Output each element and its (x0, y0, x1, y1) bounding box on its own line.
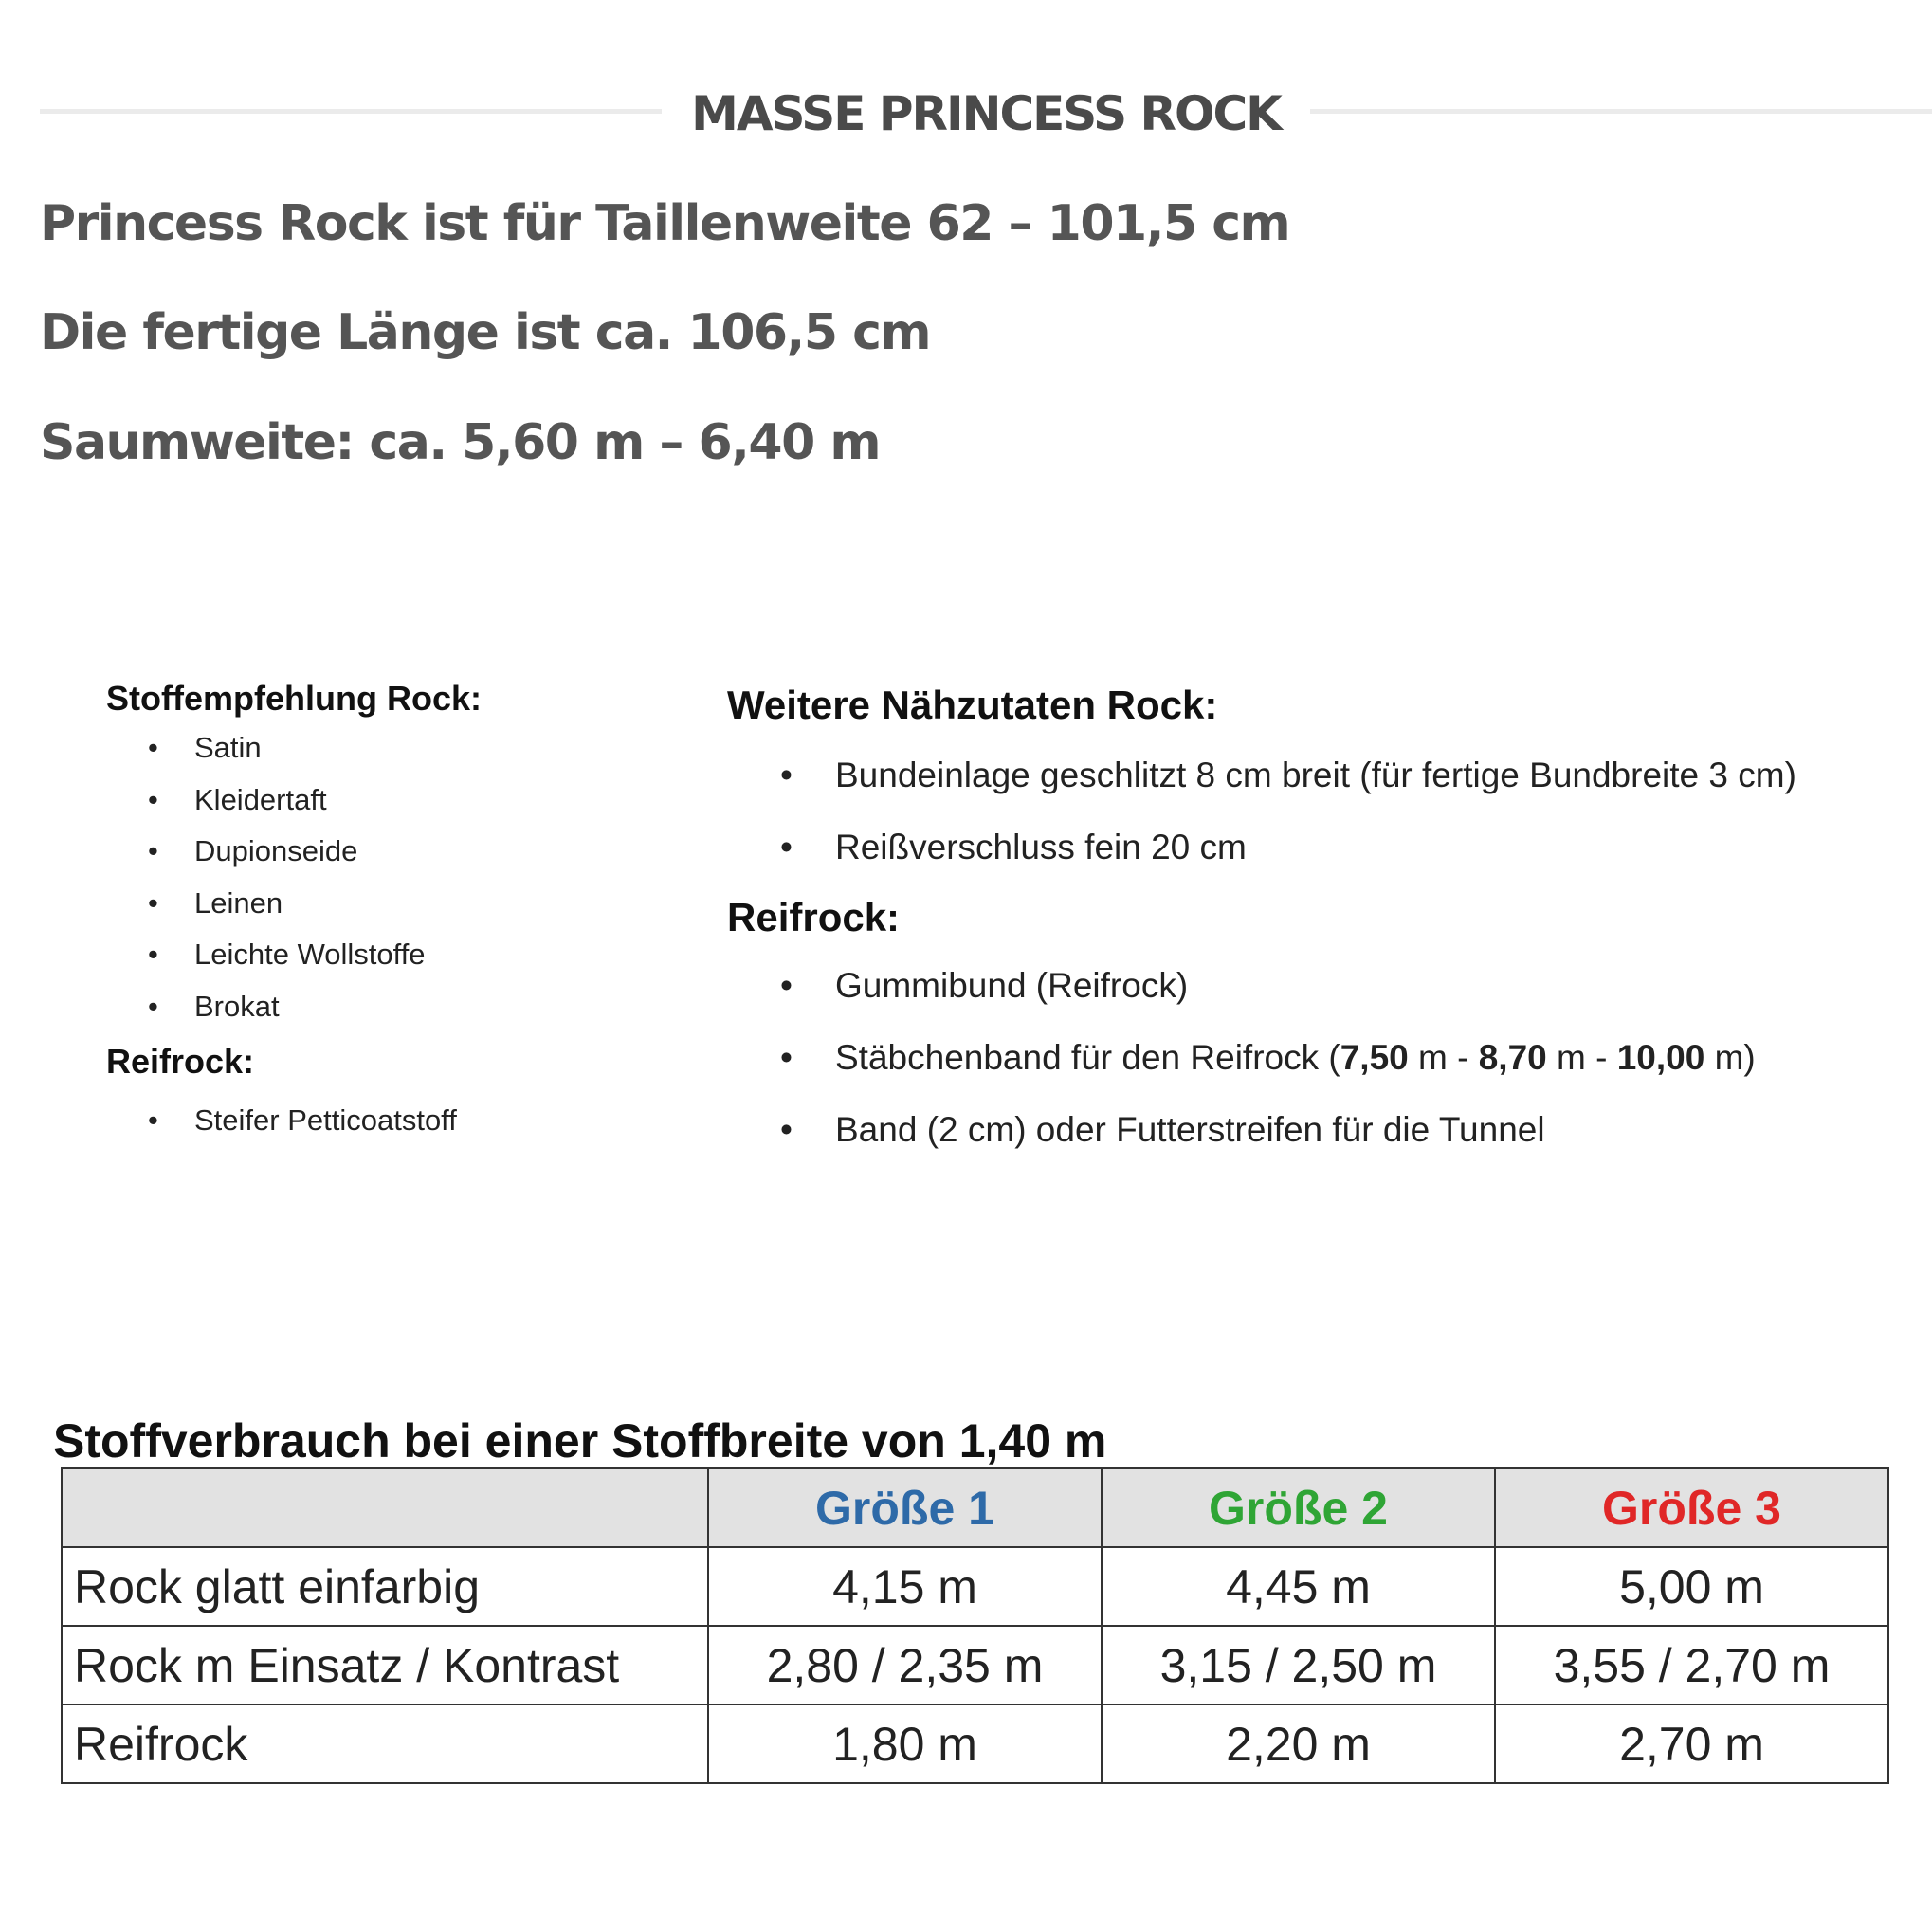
table-cell: 2,80 / 2,35 m (708, 1626, 1102, 1704)
row-label: Rock glatt einfarbig (62, 1547, 708, 1626)
bullet-icon: • (780, 1038, 793, 1077)
list-item: • Dupionseide (106, 826, 675, 878)
table-header-cell (62, 1468, 708, 1547)
bullet-icon: • (780, 756, 793, 794)
bullet-icon: • (780, 966, 793, 1005)
list-item: • Leinen (106, 878, 675, 930)
list-item: • Satin (106, 722, 675, 775)
header-divider-left (40, 109, 662, 114)
list-item: • Gummibund (Reifrock) (727, 950, 1922, 1022)
bullet-icon: • (148, 989, 158, 1023)
bullet-icon: • (148, 731, 158, 764)
table-cell: 2,70 m (1495, 1704, 1888, 1783)
bullet-icon: • (780, 1110, 793, 1149)
table-row (62, 1626, 1888, 1704)
bullet-icon: • (148, 834, 158, 867)
list-item: • Leichte Wollstoffe (106, 929, 675, 981)
section-header (40, 78, 1932, 154)
bullet-icon: • (780, 828, 793, 866)
table-cell: 2,20 m (1102, 1704, 1495, 1783)
table-header-row (62, 1468, 1888, 1547)
list-item: • Reißverschluss fein 20 cm (727, 811, 1922, 884)
header-divider-right (1310, 109, 1932, 114)
fabric-list (106, 722, 675, 1032)
hem-width-info: Saumweite: ca. 5,60 m – 6,40 m (40, 414, 881, 471)
fabric-recommendation (106, 675, 675, 1147)
list-item: • Kleidertaft (106, 775, 675, 827)
fabric-reifrock-heading: Reifrock: (106, 1042, 255, 1081)
table-row (62, 1704, 1888, 1783)
table-cell: 4,45 m (1102, 1547, 1495, 1626)
table-cell: 4,15 m (708, 1547, 1102, 1626)
table-cell: 5,00 m (1495, 1547, 1888, 1626)
bullet-icon: • (148, 782, 158, 816)
bullet-icon: • (148, 938, 158, 971)
list-item: • Steifer Petticoatstoff (106, 1095, 675, 1147)
notions-reifrock-list (727, 950, 1922, 1166)
notions-list (727, 739, 1922, 884)
table-cell: 3,15 / 2,50 m (1102, 1626, 1495, 1704)
size-2-header: Größe 2 (1102, 1468, 1495, 1547)
size-3-header: Größe 3 (1495, 1468, 1888, 1547)
table-cell: 3,55 / 2,70 m (1495, 1626, 1888, 1704)
bullet-icon: • (148, 1103, 158, 1137)
notions-reifrock-heading: Reifrock: (727, 895, 901, 939)
fabric-reifrock-list (106, 1095, 675, 1147)
row-label: Reifrock (62, 1704, 708, 1783)
list-item: • Bundeinlage geschlitzt 8 cm breit (für fertige Bundbreite 3 cm) (727, 739, 1922, 811)
table-row (62, 1547, 1888, 1626)
usage-title: Stoffverbrauch bei einer Stoffbreite von 1,40 m (53, 1414, 1107, 1467)
bullet-icon: • (148, 885, 158, 920)
fabric-heading: Stoffempfehlung Rock: (106, 679, 482, 718)
table-cell: 1,80 m (708, 1704, 1102, 1783)
row-label: Rock m Einsatz / Kontrast (62, 1626, 708, 1704)
notions (727, 679, 1922, 1166)
waist-info: Princess Rock ist für Taillenweite 62 – 101,5 cm (40, 195, 1290, 252)
list-item: • Brokat (106, 981, 675, 1033)
list-item: • Stäbchenband für den Reifrock (7,50 m - 8,70 m - 10,00 m) (727, 1022, 1922, 1094)
notions-heading: Weitere Nähzutaten Rock: (727, 683, 1218, 727)
fabric-usage-table (61, 1467, 1889, 1784)
size-1-header: Größe 1 (708, 1468, 1102, 1547)
list-item: • Band (2 cm) oder Futterstreifen für die Tunnel (727, 1094, 1922, 1166)
page-title: MASSE PRINCESS ROCK (691, 86, 1281, 141)
length-info: Die fertige Länge ist ca. 106,5 cm (40, 304, 931, 361)
